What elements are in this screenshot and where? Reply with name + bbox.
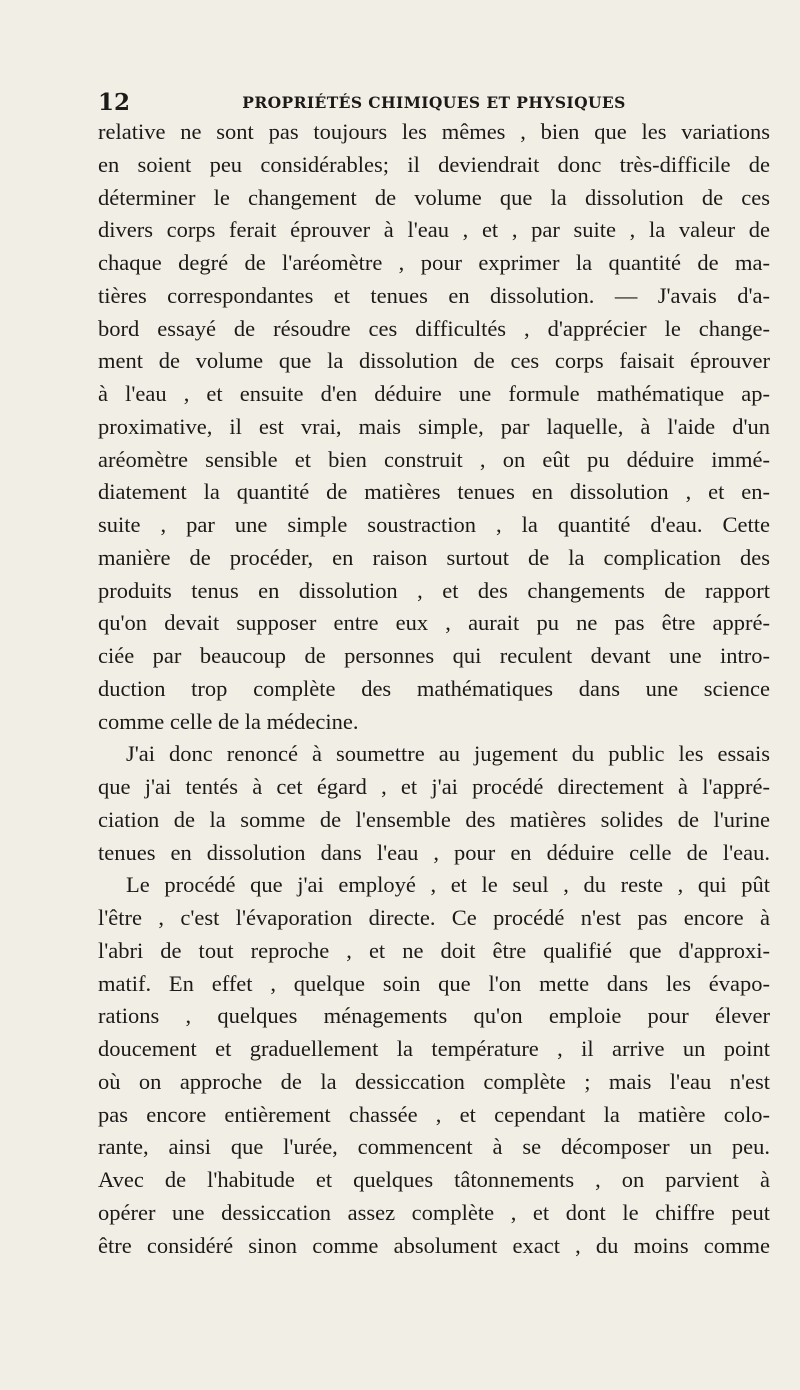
text-line: rations , quelques ménagements qu'on emploie pour élever xyxy=(98,1003,770,1029)
text-line: ment de volume que la dissolution de ces corps faisait éprouver xyxy=(98,348,770,374)
text-line: ciée par beaucoup de personnes qui reculent devant une intro- xyxy=(98,643,770,668)
text-line: qu'on devait supposer entre eux , aurait pu ne pas être appré- xyxy=(98,610,770,636)
text-line: J'ai donc renoncé à soumettre au jugement du public les essais xyxy=(126,741,770,767)
text-line: que j'ai tentés à cet égard , et j'ai procédé directement à l'appré- xyxy=(98,774,770,799)
text-line: rante, ainsi que l'urée, commencent à se décomposer un peu. xyxy=(98,1134,770,1160)
text-line: suite , par une simple soustraction , la quantité d'eau. Cette xyxy=(98,512,770,537)
text-line: proximative, il est vrai, mais simple, par laquelle, à l'aide d'un xyxy=(98,413,770,439)
text-line: manière de procéder, en raison surtout de la complication des xyxy=(98,544,770,570)
text-line: chaque degré de l'aréomètre , pour exprimer la quantité de ma- xyxy=(98,250,770,275)
text-line: être considéré sinon comme absolument exact , du moins comme xyxy=(98,1232,770,1258)
body-text xyxy=(98,116,770,1262)
running-title: PROPRIÉTÉS CHIMIQUES ET PHYSIQUES xyxy=(242,93,626,112)
text-line: duction trop complète des mathématiques dans une science xyxy=(98,675,770,701)
text-line: tenues en dissolution dans l'eau , pour en déduire celle de l'eau. xyxy=(98,839,770,865)
text-line: déterminer le changement de volume que la dissolution de ces xyxy=(98,184,770,210)
text-line: ciation de la somme de l'ensemble des matières solides de l'urine xyxy=(98,806,770,832)
text-line: l'être , c'est l'évaporation directe. Ce procédé n'est pas encore à xyxy=(98,905,770,930)
text-line: matif. En effet , quelque soin que l'on mette dans les évapo- xyxy=(98,970,770,996)
text-line: relative ne sont pas toujours les mêmes , bien que les variations xyxy=(98,119,770,144)
text-line: l'abri de tout reproche , et ne doit être qualifié que d'approxi- xyxy=(98,937,770,963)
text-line: produits tenus en dissolution , et des changements de rapport xyxy=(98,577,770,603)
text-line: aréomètre sensible et bien construit , on eût pu déduire immé- xyxy=(98,446,770,472)
running-head xyxy=(98,90,770,116)
text-line: Avec de l'habitude et quelques tâtonnements , on parvient à xyxy=(98,1167,770,1192)
text-line: divers corps ferait éprouver à l'eau , et , par suite , la valeur de xyxy=(98,217,770,243)
text-line: à l'eau , et ensuite d'en déduire une formule mathématique ap- xyxy=(98,381,770,406)
text-line: opérer une dessiccation assez complète , et dont le chiffre peut xyxy=(98,1199,770,1225)
text-line: tières correspondantes et tenues en dissolution. — J'avais d'a- xyxy=(98,282,770,308)
text-line: diatement la quantité de matières tenues en dissolution , et en- xyxy=(98,479,770,505)
text-line: bord essayé de résoudre ces difficultés , d'apprécier le change- xyxy=(98,315,770,341)
text-line: en soient peu considérables; il deviendrait donc très-difficile de xyxy=(98,151,770,177)
page-number: 12 xyxy=(98,89,131,116)
text-line: Le procédé que j'ai employé , et le seul , du reste , qui pût xyxy=(126,872,770,898)
text-line: où on approche de la dessiccation complète ; mais l'eau n'est xyxy=(98,1068,770,1094)
text-line: pas encore entièrement chassée , et cependant la matière colo- xyxy=(98,1101,770,1127)
text-line: comme celle de la médecine. xyxy=(98,708,359,734)
text-line: doucement et graduellement la température , il arrive un point xyxy=(98,1036,770,1061)
